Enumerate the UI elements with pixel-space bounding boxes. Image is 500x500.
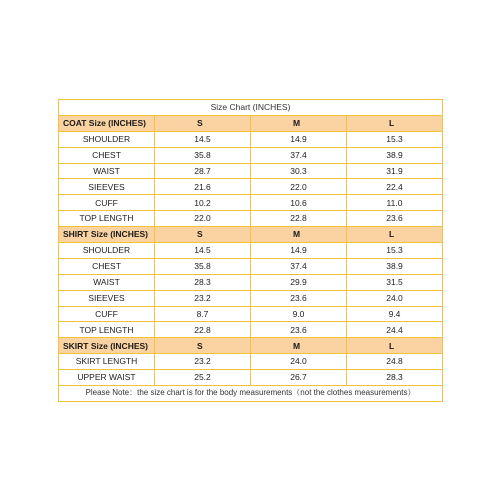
section-header-row xyxy=(59,338,443,354)
measurement-label: SIEEVES xyxy=(59,179,155,195)
table-row xyxy=(59,179,443,195)
measurement-value: 37.4 xyxy=(251,258,347,274)
measurement-value: 15.3 xyxy=(347,243,443,259)
table-row xyxy=(59,147,443,163)
measurement-value: 38.9 xyxy=(347,258,443,274)
measurement-label: SHOULDER xyxy=(59,131,155,147)
measurement-label: UPPER WAIST xyxy=(59,370,155,386)
table-row xyxy=(59,354,443,370)
measurement-value: 14.5 xyxy=(155,243,251,259)
table-row xyxy=(59,243,443,259)
measurement-value: 24.0 xyxy=(251,354,347,370)
measurement-value: 23.2 xyxy=(155,354,251,370)
measurement-note: Please Note：the size chart is for the body measurements（not the clothes measurements） xyxy=(59,386,443,402)
measurement-value: 23.2 xyxy=(155,290,251,306)
measurement-label: SIEEVES xyxy=(59,290,155,306)
table-row xyxy=(59,211,443,227)
table-row xyxy=(59,370,443,386)
measurement-value: 26.7 xyxy=(251,370,347,386)
size-column-header: M xyxy=(251,227,347,243)
measurement-value: 35.8 xyxy=(155,147,251,163)
measurement-value: 14.9 xyxy=(251,243,347,259)
size-chart-table xyxy=(58,99,443,402)
title-row xyxy=(59,100,443,116)
size-column-header: S xyxy=(155,338,251,354)
measurement-value: 23.6 xyxy=(251,290,347,306)
measurement-value: 24.0 xyxy=(347,290,443,306)
measurement-value: 10.6 xyxy=(251,195,347,211)
table-row xyxy=(59,274,443,290)
measurement-value: 24.8 xyxy=(347,354,443,370)
measurement-label: CUFF xyxy=(59,195,155,211)
measurement-label: CHEST xyxy=(59,147,155,163)
section-name: SHIRT Size (INCHES) xyxy=(59,227,155,243)
measurement-label: SHOULDER xyxy=(59,243,155,259)
measurement-value: 14.9 xyxy=(251,131,347,147)
section-header-row xyxy=(59,227,443,243)
size-chart-container xyxy=(58,99,442,402)
size-chart-title: Size Chart (INCHES) xyxy=(59,100,443,116)
measurement-value: 10.2 xyxy=(155,195,251,211)
measurement-value: 31.5 xyxy=(347,274,443,290)
measurement-value: 8.7 xyxy=(155,306,251,322)
measurement-label: CHEST xyxy=(59,258,155,274)
size-column-header: L xyxy=(347,338,443,354)
measurement-value: 22.4 xyxy=(347,179,443,195)
measurement-value: 15.3 xyxy=(347,131,443,147)
measurement-value: 9.4 xyxy=(347,306,443,322)
measurement-value: 22.8 xyxy=(251,211,347,227)
table-row xyxy=(59,258,443,274)
measurement-label: WAIST xyxy=(59,274,155,290)
measurement-value: 28.3 xyxy=(155,274,251,290)
measurement-label: SKIRT LENGTH xyxy=(59,354,155,370)
table-row xyxy=(59,322,443,338)
measurement-value: 30.3 xyxy=(251,163,347,179)
size-column-header: M xyxy=(251,338,347,354)
measurement-value: 23.6 xyxy=(251,322,347,338)
table-row xyxy=(59,290,443,306)
measurement-value: 9.0 xyxy=(251,306,347,322)
size-column-header: S xyxy=(155,227,251,243)
measurement-label: WAIST xyxy=(59,163,155,179)
measurement-value: 29.9 xyxy=(251,274,347,290)
measurement-value: 37.4 xyxy=(251,147,347,163)
size-column-header: L xyxy=(347,227,443,243)
table-row xyxy=(59,306,443,322)
measurement-value: 38.9 xyxy=(347,147,443,163)
table-row xyxy=(59,195,443,211)
measurement-value: 22.0 xyxy=(251,179,347,195)
section-name: SKIRT Size (INCHES) xyxy=(59,338,155,354)
measurement-label: CUFF xyxy=(59,306,155,322)
measurement-value: 22.8 xyxy=(155,322,251,338)
section-name: COAT Size (INCHES) xyxy=(59,115,155,131)
size-column-header: L xyxy=(347,115,443,131)
measurement-label: TOP LENGTH xyxy=(59,322,155,338)
measurement-value: 11.0 xyxy=(347,195,443,211)
measurement-value: 35.8 xyxy=(155,258,251,274)
measurement-value: 28.7 xyxy=(155,163,251,179)
measurement-value: 21.6 xyxy=(155,179,251,195)
table-row xyxy=(59,131,443,147)
measurement-value: 25.2 xyxy=(155,370,251,386)
size-column-header: S xyxy=(155,115,251,131)
measurement-value: 28.3 xyxy=(347,370,443,386)
measurement-value: 22.0 xyxy=(155,211,251,227)
measurement-value: 14.5 xyxy=(155,131,251,147)
measurement-value: 23.6 xyxy=(347,211,443,227)
measurement-value: 31.9 xyxy=(347,163,443,179)
measurement-label: TOP LENGTH xyxy=(59,211,155,227)
measurement-value: 24.4 xyxy=(347,322,443,338)
size-column-header: M xyxy=(251,115,347,131)
table-row xyxy=(59,163,443,179)
section-header-row xyxy=(59,115,443,131)
note-row xyxy=(59,386,443,402)
